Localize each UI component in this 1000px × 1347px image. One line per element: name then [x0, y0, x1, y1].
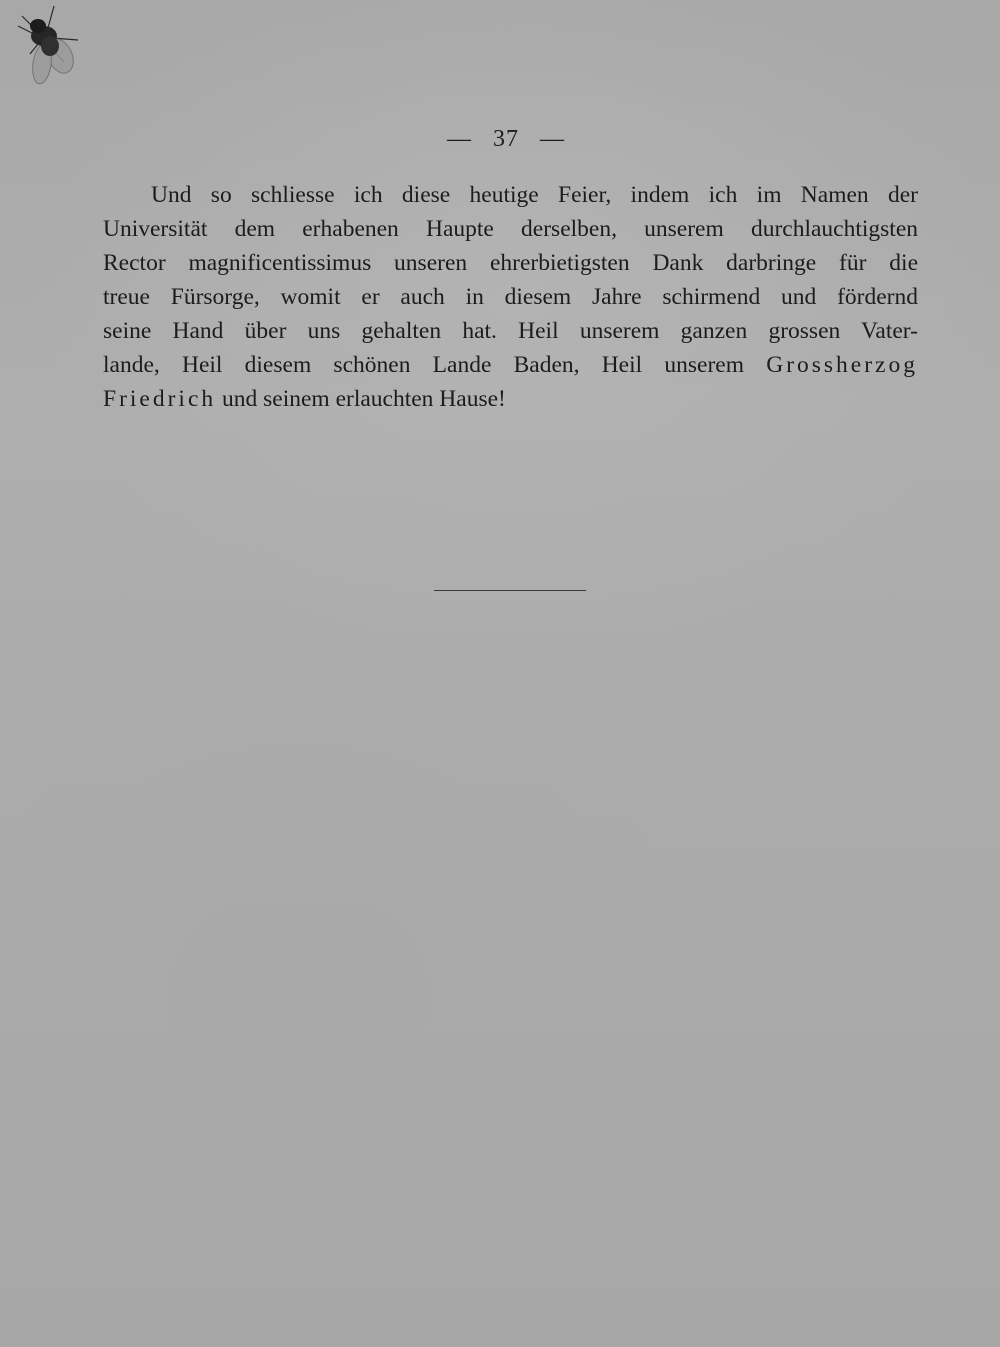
fly-icon	[12, 4, 88, 88]
paragraph-line: Universität dem erhabenen Haupte derselben, unserem durchlauchtigsten	[103, 216, 918, 242]
horizontal-rule	[434, 590, 586, 591]
paragraph-line: seine Hand über uns gehalten hat. Heil unserem ganzen grossen Vater-	[103, 318, 918, 344]
paragraph-line: Und so schliesse ich diese heutige Feier, indem ich im Namen der	[151, 182, 918, 208]
closing-paragraph	[103, 178, 918, 416]
paragraph-line-text: lande, Heil diesem schönen Lande Baden, Heil unserem	[103, 352, 744, 378]
spaced-word-friedrich: Friedrich	[103, 386, 217, 412]
page-number: — 37 —	[447, 126, 565, 152]
paragraph-line	[103, 382, 918, 416]
paragraph-line	[103, 348, 918, 382]
paragraph-line: Rector magnificentissimus unseren ehrerbietigsten Dank darbringe für die	[103, 250, 918, 276]
paragraph-line: treue Fürsorge, womit er auch in diesem Jahre schirmend und fördernd	[103, 284, 918, 310]
paragraph-line-text: und seinem erlauchten Hause!	[222, 386, 506, 412]
spaced-word-grossherzog: Grossherzog	[766, 352, 918, 378]
